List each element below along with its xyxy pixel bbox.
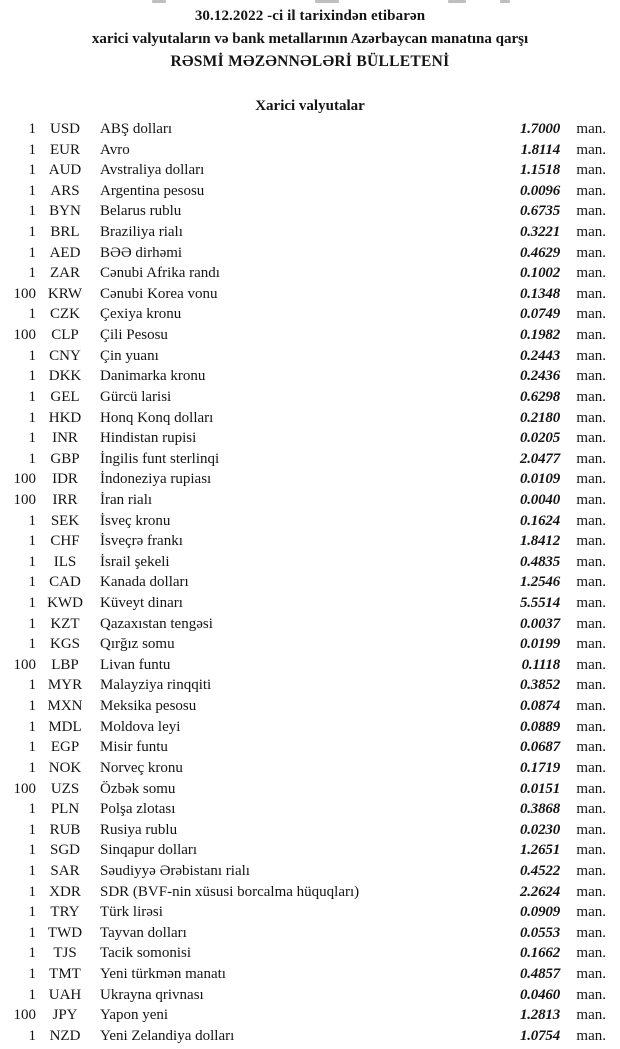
unit-cell: man.	[576, 698, 606, 715]
unit-cell: man.	[576, 327, 606, 344]
table-row	[0, 882, 620, 903]
currency-name-cell: SDR (BVF-nin xüsusi borcalma hüquqları)	[100, 883, 360, 900]
table-row	[0, 119, 620, 140]
quantity-cell: 1	[28, 347, 36, 364]
currency-name-cell: Avro	[100, 141, 130, 158]
unit-cell: man.	[576, 265, 606, 282]
unit-cell: man.	[576, 409, 606, 426]
unit-cell: man.	[576, 801, 606, 818]
currency-code-cell: SEK	[50, 512, 80, 529]
rate-cell: 0.2443	[519, 347, 560, 364]
currency-name-cell: Yapon yeni	[100, 1007, 169, 1024]
currency-name-cell: Küveyt dinarı	[100, 595, 183, 612]
effective-date-line: 30.12.2022 -ci il tarixindən etibarən	[194, 8, 426, 24]
quantity-cell: 1	[28, 141, 36, 158]
currency-name-cell: İran rialı	[100, 491, 153, 508]
currency-code-cell: CLP	[51, 327, 79, 344]
currency-code-cell: XDR	[49, 883, 81, 900]
table-row	[0, 181, 620, 202]
table-row	[0, 469, 620, 490]
rate-cell: 1.1518	[519, 162, 560, 179]
rate-cell: 1.2651	[519, 842, 560, 859]
quantity-cell: 100	[13, 491, 36, 508]
currency-name-cell: Çili Pesosu	[100, 327, 168, 344]
table-row	[0, 140, 620, 161]
table-row	[0, 1005, 620, 1026]
currency-code-cell: SAR	[50, 862, 80, 879]
table-row	[0, 614, 620, 635]
quantity-cell: 1	[28, 842, 36, 859]
table-row	[0, 943, 620, 964]
unit-cell: man.	[576, 430, 606, 447]
unit-cell: man.	[576, 388, 606, 405]
quantity-cell: 1	[28, 924, 36, 941]
currency-code-cell: ZAR	[50, 265, 80, 282]
currency-code-cell: TRY	[50, 904, 80, 921]
table-row	[0, 366, 620, 387]
rate-cell: 1.7000	[519, 121, 560, 137]
unit-cell: man.	[576, 533, 606, 550]
unit-cell: man.	[576, 595, 606, 612]
currency-name-cell: Polşa zlotası	[100, 801, 176, 818]
quantity-cell: 1	[28, 945, 36, 962]
table-row	[0, 346, 620, 367]
top-clipped-text-fragment	[0, 0, 620, 4]
currency-name-cell: BƏƏ dirhəmi	[100, 244, 183, 261]
currency-code-cell: GBP	[50, 450, 80, 467]
quantity-cell: 1	[28, 182, 36, 199]
quantity-cell: 1	[28, 801, 36, 818]
currency-code-cell: KZT	[50, 615, 80, 632]
currency-name-cell: Tayvan dolları	[100, 924, 187, 941]
quantity-cell: 1	[28, 368, 36, 385]
unit-cell: man.	[576, 718, 606, 735]
currency-name-cell: Belarus rublu	[100, 203, 182, 220]
currency-code-cell: CAD	[49, 574, 81, 591]
currency-code-cell: ARS	[50, 182, 80, 199]
currency-code-cell: IRR	[52, 491, 78, 508]
currency-name-cell: Danimarka kronu	[100, 368, 206, 385]
unit-cell: man.	[576, 491, 606, 508]
rate-cell: 1.8114	[520, 141, 560, 158]
table-row	[0, 840, 620, 861]
quantity-cell: 1	[28, 224, 36, 241]
table-row	[0, 799, 620, 820]
bulletin-title: RƏSMİ MƏZƏNNƏLƏRİ BÜLLETENİ	[170, 53, 450, 70]
table-row	[0, 861, 620, 882]
rate-cell: 0.0909	[519, 904, 560, 921]
quantity-cell: 1	[28, 533, 36, 550]
unit-cell: man.	[576, 121, 606, 137]
currency-name-cell: Qazaxıstan tengəsi	[100, 615, 213, 632]
rate-cell: 0.4835	[519, 553, 560, 570]
unit-cell: man.	[576, 904, 606, 921]
unit-cell: man.	[576, 224, 606, 241]
section-title-foreign-currencies: Xarici valyutalar	[255, 98, 365, 114]
quantity-cell: 1	[28, 203, 36, 220]
currency-name-cell: Sinqapur dolları	[100, 842, 198, 859]
quantity-cell: 1	[28, 512, 36, 529]
currency-code-cell: BYN	[49, 203, 81, 220]
currency-code-cell: EGP	[50, 739, 80, 756]
unit-cell: man.	[576, 141, 606, 158]
currency-name-cell: Çin yuanı	[100, 347, 159, 364]
currency-name-cell: İsveçrə frankı	[100, 533, 183, 550]
currency-code-cell: KWD	[47, 595, 83, 612]
unit-cell: man.	[576, 285, 606, 302]
currency-code-cell: AED	[49, 244, 81, 261]
quantity-cell: 1	[28, 904, 36, 921]
unit-cell: man.	[576, 986, 606, 1003]
rate-cell: 0.0230	[519, 821, 560, 838]
quantity-cell: 1	[28, 759, 36, 776]
document-header	[0, 0, 620, 73]
unit-cell: man.	[576, 945, 606, 962]
currency-code-cell: PLN	[50, 801, 80, 818]
unit-cell: man.	[576, 821, 606, 838]
rate-cell: 1.2546	[519, 574, 560, 591]
unit-cell: man.	[576, 244, 606, 261]
quantity-cell: 1	[28, 677, 36, 694]
currency-code-cell: BRL	[50, 224, 80, 241]
table-row	[0, 325, 620, 346]
table-row	[0, 387, 620, 408]
rate-cell: 0.1719	[519, 759, 560, 776]
currency-name-cell: Yeni Zelandiya dolları	[100, 1027, 235, 1044]
rate-cell: 0.1982	[519, 327, 560, 344]
rate-cell: 0.4522	[519, 862, 560, 879]
currency-name-cell: Livan funtu	[100, 656, 171, 673]
rate-cell: 0.3221	[519, 224, 560, 241]
rate-cell: 0.0749	[519, 306, 560, 323]
currency-code-cell: UAH	[48, 986, 82, 1003]
table-row	[0, 696, 620, 717]
table-row	[0, 593, 620, 614]
currency-code-cell: CHF	[50, 533, 80, 550]
currency-name-cell: Ukrayna qrivnası	[100, 986, 204, 1003]
currency-name-cell: Tacik somonisi	[100, 945, 192, 962]
currency-name-cell: İsveç kronu	[100, 512, 171, 529]
unit-cell: man.	[576, 162, 606, 179]
currency-name-cell: Türk lirəsi	[100, 904, 163, 921]
rate-cell: 0.6735	[519, 203, 560, 220]
quantity-cell: 100	[13, 285, 36, 302]
unit-cell: man.	[576, 203, 606, 220]
rate-cell: 0.0205	[519, 430, 560, 447]
rate-cell: 0.4629	[519, 244, 560, 261]
currency-name-cell: Özbək somu	[100, 780, 176, 797]
rate-cell: 0.1002	[519, 265, 560, 282]
currency-name-cell: Qırğız somu	[100, 636, 175, 653]
quantity-cell: 1	[28, 553, 36, 570]
currency-code-cell: CNY	[49, 347, 81, 364]
rate-cell: 0.0199	[519, 636, 560, 653]
currency-code-cell: TJS	[53, 945, 77, 962]
unit-cell: man.	[576, 862, 606, 879]
currency-code-cell: KGS	[49, 636, 80, 653]
quantity-cell: 1	[28, 986, 36, 1003]
rate-cell: 0.0553	[519, 924, 560, 941]
unit-cell: man.	[576, 512, 606, 529]
table-row	[0, 985, 620, 1006]
table-row	[0, 717, 620, 738]
rate-cell: 0.0151	[519, 780, 560, 797]
quantity-cell: 1	[28, 718, 36, 735]
currency-name-cell: Cənubi Afrika randı	[100, 265, 220, 282]
quantity-cell: 1	[28, 162, 36, 179]
unit-cell: man.	[576, 739, 606, 756]
currency-name-cell: İsrail şekeli	[100, 553, 170, 570]
table-row	[0, 1026, 620, 1047]
quantity-cell: 1	[28, 574, 36, 591]
unit-cell: man.	[576, 759, 606, 776]
table-row	[0, 820, 620, 841]
table-row	[0, 655, 620, 676]
quantity-cell: 1	[28, 821, 36, 838]
table-row	[0, 284, 620, 305]
quantity-cell: 1	[28, 306, 36, 323]
quantity-cell: 1	[28, 244, 36, 261]
rate-cell: 0.0109	[519, 471, 560, 488]
currency-name-cell: Kanada dolları	[100, 574, 189, 591]
currency-name-cell: Hindistan rupisi	[100, 430, 197, 447]
currency-code-cell: MDL	[48, 718, 82, 735]
currency-code-cell: CZK	[50, 306, 80, 323]
currency-code-cell: DKK	[48, 368, 82, 385]
currency-name-cell: İngilis funt sterlinqi	[100, 450, 220, 467]
quantity-cell: 1	[28, 615, 36, 632]
currency-code-cell: INR	[52, 430, 78, 447]
quantity-cell: 1	[28, 883, 36, 900]
table-row	[0, 408, 620, 429]
rate-cell: 2.0477	[519, 450, 560, 467]
table-row	[0, 511, 620, 532]
rate-cell: 0.2436	[519, 368, 560, 385]
rate-cell: 5.5514	[519, 595, 560, 612]
table-row	[0, 552, 620, 573]
table-row	[0, 449, 620, 470]
currency-name-cell: Gürcü larisi	[100, 388, 172, 405]
currency-code-cell: ILS	[53, 553, 77, 570]
unit-cell: man.	[576, 636, 606, 653]
unit-cell: man.	[576, 368, 606, 385]
table-row	[0, 531, 620, 552]
rate-cell: 0.1662	[519, 945, 560, 962]
rate-cell: 0.6298	[519, 388, 560, 405]
quantity-cell: 1	[28, 388, 36, 405]
rate-cell: 2.2624	[519, 883, 560, 900]
currency-code-cell: JPY	[52, 1007, 78, 1024]
unit-cell: man.	[576, 553, 606, 570]
rate-cell: 1.2813	[519, 1007, 560, 1024]
currency-code-cell: IDR	[52, 471, 78, 488]
currency-name-cell: Avstraliya dolları	[100, 162, 205, 179]
table-row	[0, 964, 620, 985]
unit-cell: man.	[576, 615, 606, 632]
unit-cell: man.	[576, 842, 606, 859]
currency-code-cell: NOK	[48, 759, 82, 776]
quantity-cell: 1	[28, 409, 36, 426]
rate-cell: 1.0754	[519, 1027, 560, 1044]
currency-name-cell: Çexiya kronu	[100, 306, 182, 323]
currency-name-cell: Malayziya rinqqiti	[100, 677, 212, 694]
table-row	[0, 490, 620, 511]
currency-code-cell: NZD	[49, 1027, 81, 1044]
unit-cell: man.	[576, 1027, 606, 1044]
unit-cell: man.	[576, 471, 606, 488]
quantity-cell: 1	[28, 121, 36, 137]
currency-name-cell: ABŞ dolları	[100, 121, 173, 137]
currency-name-cell: Rusiya rublu	[100, 821, 178, 838]
unit-cell: man.	[576, 450, 606, 467]
table-row	[0, 160, 620, 181]
rate-cell: 0.3852	[519, 677, 560, 694]
unit-cell: man.	[576, 780, 606, 797]
currency-name-cell: Norveç kronu	[100, 759, 183, 776]
quantity-cell: 1	[28, 265, 36, 282]
currency-code-cell: TWD	[47, 924, 83, 941]
quantity-cell: 1	[28, 430, 36, 447]
currency-code-cell: USD	[49, 121, 80, 137]
currency-name-cell: Cənubi Korea vonu	[100, 285, 218, 302]
table-row	[0, 779, 620, 800]
currency-code-cell: UZS	[50, 780, 80, 797]
quantity-cell: 1	[28, 636, 36, 653]
currency-code-cell: TMT	[49, 965, 81, 982]
unit-cell: man.	[576, 677, 606, 694]
rate-cell: 0.1624	[519, 512, 560, 529]
currency-code-cell: RUB	[49, 821, 81, 838]
unit-cell: man.	[576, 347, 606, 364]
table-row	[0, 634, 620, 655]
quantity-cell: 1	[28, 862, 36, 879]
quantity-cell: 100	[13, 471, 36, 488]
currency-code-cell: AUD	[48, 162, 82, 179]
rate-cell: 0.0037	[519, 615, 560, 632]
quantity-cell: 1	[28, 450, 36, 467]
table-row	[0, 675, 620, 696]
table-row	[0, 263, 620, 284]
quantity-cell: 1	[28, 1027, 36, 1044]
currency-name-cell: Misir funtu	[100, 739, 168, 756]
currency-code-cell: MYR	[47, 677, 83, 694]
currency-name-cell: Braziliya rialı	[100, 224, 183, 241]
unit-cell: man.	[576, 883, 606, 900]
table-row	[0, 902, 620, 923]
rate-cell: 0.0889	[519, 718, 560, 735]
currency-code-cell: KRW	[47, 285, 83, 302]
quantity-cell: 100	[13, 1007, 36, 1024]
rate-cell: 0.0460	[519, 986, 560, 1003]
quantity-cell: 1	[28, 698, 36, 715]
rate-cell: 0.2180	[519, 409, 560, 426]
table-row	[0, 923, 620, 944]
unit-cell: man.	[576, 574, 606, 591]
currency-code-cell: EUR	[50, 141, 80, 158]
table-row	[0, 243, 620, 264]
table-row	[0, 304, 620, 325]
rate-cell: 0.3868	[519, 801, 560, 818]
quantity-cell: 1	[28, 739, 36, 756]
unit-cell: man.	[576, 924, 606, 941]
unit-cell: man.	[576, 182, 606, 199]
unit-cell: man.	[576, 1007, 606, 1024]
currency-name-cell: Argentina pesosu	[100, 182, 205, 199]
unit-cell: man.	[576, 965, 606, 982]
table-row	[0, 737, 620, 758]
currency-code-cell: SGD	[49, 842, 80, 859]
table-row	[0, 222, 620, 243]
currency-code-cell: LBP	[51, 656, 79, 673]
rate-cell: 0.1348	[519, 285, 560, 302]
currency-table	[0, 119, 620, 1046]
quantity-cell: 1	[28, 965, 36, 982]
rate-cell: 0.0687	[519, 739, 560, 756]
rate-cell: 1.8412	[519, 533, 560, 550]
currency-name-cell: Honq Konq dolları	[100, 409, 214, 426]
currency-name-cell: Yeni türkmən manatı	[100, 965, 226, 982]
bulletin-subtitle: xarici valyutaların və bank metallarının Azərbaycan manatına qarşı	[91, 31, 529, 47]
table-row	[0, 758, 620, 779]
rate-cell: 0.0874	[519, 698, 560, 715]
currency-code-cell: MXN	[47, 698, 83, 715]
currency-name-cell: Meksika pesosu	[100, 698, 197, 715]
quantity-cell: 100	[13, 656, 36, 673]
rate-cell: 0.1118	[521, 656, 560, 673]
rate-cell: 0.0040	[519, 491, 560, 508]
currency-name-cell: İndoneziya rupiası	[100, 471, 212, 488]
quantity-cell: 100	[13, 327, 36, 344]
currency-name-cell: Moldova leyi	[100, 718, 181, 735]
table-row	[0, 572, 620, 593]
unit-cell: man.	[576, 306, 606, 323]
currency-code-cell: HKD	[48, 409, 82, 426]
currency-name-cell: Səudiyyə Ərəbistanı rialı	[100, 862, 250, 879]
quantity-cell: 1	[28, 595, 36, 612]
unit-cell: man.	[576, 656, 606, 673]
currency-code-cell: GEL	[50, 388, 80, 405]
table-row	[0, 428, 620, 449]
rate-cell: 0.0096	[519, 182, 560, 199]
rate-cell: 0.4857	[519, 965, 560, 982]
table-row	[0, 201, 620, 222]
quantity-cell: 100	[13, 780, 36, 797]
